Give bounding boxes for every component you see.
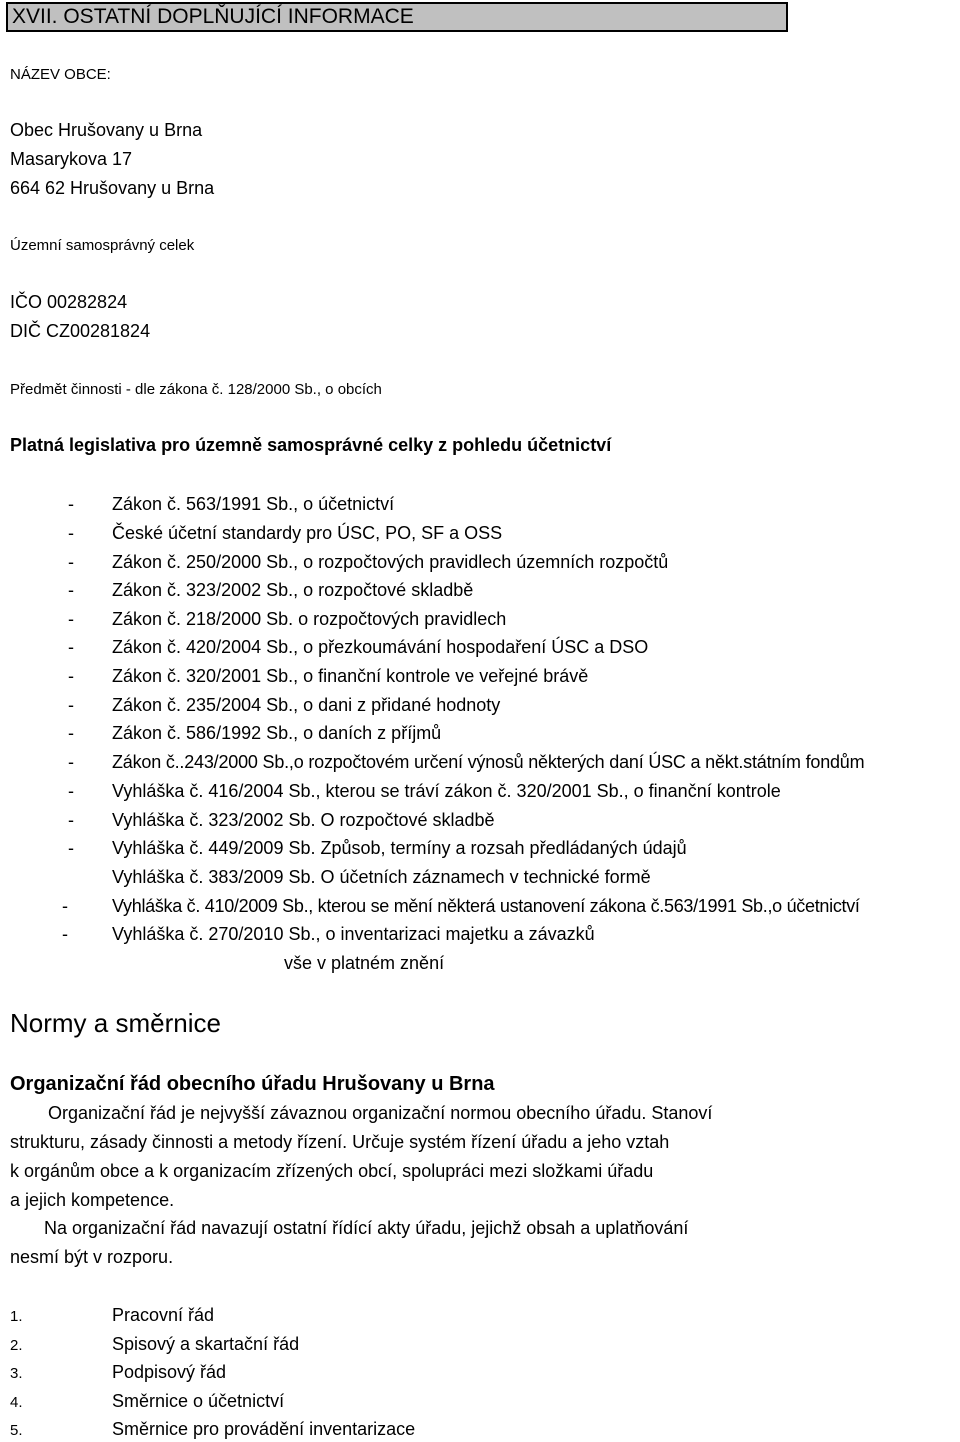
law-item: Vyhláška č. 416/2004 Sb., kterou se tráví zákon č. 320/2001 Sb., o finanční kontrole <box>112 781 781 801</box>
law-item: Vyhláška č. 383/2009 Sb. O účetních záznamech v technické formě <box>112 867 651 887</box>
law-bullet: - <box>62 924 68 944</box>
legislation-heading: Platná legislativa pro územně samosprávné celky z pohledu účetnictví <box>10 435 612 455</box>
law-item: České účetní standardy pro ÚSC, PO, SF a OSS <box>112 523 503 543</box>
law-bullet: - <box>68 695 74 715</box>
law-bullet: - <box>68 781 74 801</box>
law-item: Zákon č. 235/2004 Sb., o dani z přidané hodnoty <box>112 695 501 715</box>
law-bullet: - <box>62 896 68 916</box>
regulation-item: Směrnice pro provádění inventarizace <box>112 1419 416 1439</box>
dic: DIČ CZ00281824 <box>10 321 151 341</box>
org-paragraph-line: Na organizační řád navazují ostatní řídící akty úřadu, jejichž obsah a uplatňování <box>44 1218 689 1238</box>
law-item: Zákon č. 320/2001 Sb., o finanční kontrole ve veřejné brávě <box>112 666 589 686</box>
law-bullet: - <box>68 494 74 514</box>
law-item: Zákon č. 563/1991 Sb., o účetnictví <box>112 494 395 514</box>
law-bullet: - <box>68 723 74 743</box>
org-paragraph-line: strukturu, zásady činnosti a metody řízení. Určuje systém řízení úřadu a jeho vztah <box>10 1132 670 1152</box>
regulation-number: 3. <box>10 1365 23 1382</box>
law-bullet: - <box>68 666 74 686</box>
org-paragraph-line: k orgánům obce a k organizacím zřízených obcí, spolupráci mezi složkami úřadu <box>10 1161 654 1181</box>
section-title: XVII. OSTATNÍ DOPLŇUJÍCÍ INFORMACE <box>6 2 788 32</box>
law-bullet: - <box>68 810 74 830</box>
law-item: Vyhláška č. 449/2009 Sb. Způsob, termíny a rozsah předládaných údajů <box>112 838 687 858</box>
law-item: Zákon č..243/2000 Sb.,o rozpočtovém určení výnosů některých daní ÚSC a někt.státním fondům <box>112 752 865 772</box>
name-label: NÁZEV OBCE: <box>10 66 111 83</box>
org-paragraph-line: Organizační řád je nejvyšší závaznou organizační normou obecního úřadu. Stanoví <box>48 1103 713 1123</box>
regulation-item: Směrnice o účetnictví <box>112 1391 285 1411</box>
law-item: Vyhláška č. 323/2002 Sb. O rozpočtové skladbě <box>112 810 495 830</box>
regulation-number: 4. <box>10 1394 23 1411</box>
entity-type: Územní samosprávný celek <box>10 237 195 254</box>
law-bullet: - <box>68 752 74 772</box>
law-bullet: - <box>68 580 74 600</box>
law-bullet: - <box>68 609 74 629</box>
law-item: Zákon č. 250/2000 Sb., o rozpočtových pravidlech územních rozpočtů <box>112 552 669 572</box>
org-heading: Organizační řád obecního úřadu Hrušovany u Brna <box>10 1073 495 1095</box>
law-bullet: - <box>68 838 74 858</box>
law-item: Zákon č. 420/2004 Sb., o přezkoumávání hospodaření ÚSC a DSO <box>112 637 649 657</box>
law-item: Vyhláška č. 270/2010 Sb., o inventarizaci majetku a závazků <box>112 924 595 944</box>
law-item: Zákon č. 323/2002 Sb., o rozpočtové skladbě <box>112 580 474 600</box>
regulation-item: Podpisový řád <box>112 1362 227 1382</box>
norms-heading: Normy a směrnice <box>10 1008 221 1038</box>
law-item: Zákon č. 218/2000 Sb. o rozpočtových pravidlech <box>112 609 507 629</box>
law-item: Zákon č. 586/1992 Sb., o daních z příjmů <box>112 723 442 743</box>
regulation-number: 1. <box>10 1308 23 1325</box>
org-paragraph-line: a jejich kompetence. <box>10 1190 175 1210</box>
law-bullet: - <box>68 637 74 657</box>
ico: IČO 00282824 <box>10 292 128 312</box>
law-item: Vyhláška č. 410/2009 Sb., kterou se mění některá ustanovení zákona č.563/1991 Sb.,o účetnictví <box>112 896 860 916</box>
regulation-item: Spisový a skartační řád <box>112 1334 300 1354</box>
laws-note: vše v platném znění <box>284 953 445 973</box>
regulation-number: 5. <box>10 1422 23 1439</box>
address-line-2: Masarykova 17 <box>10 149 133 169</box>
regulation-number: 2. <box>10 1337 23 1354</box>
subject: Předmět činnosti - dle zákona č. 128/2000 Sb., o obcích <box>10 381 382 398</box>
law-bullet: - <box>68 552 74 572</box>
regulation-item: Pracovní řád <box>112 1305 215 1325</box>
address-line-3: 664 62 Hrušovany u Brna <box>10 178 215 198</box>
law-bullet: - <box>68 523 74 543</box>
address-line-1: Obec Hrušovany u Brna <box>10 120 203 140</box>
org-paragraph-line: nesmí být v rozporu. <box>10 1247 174 1267</box>
